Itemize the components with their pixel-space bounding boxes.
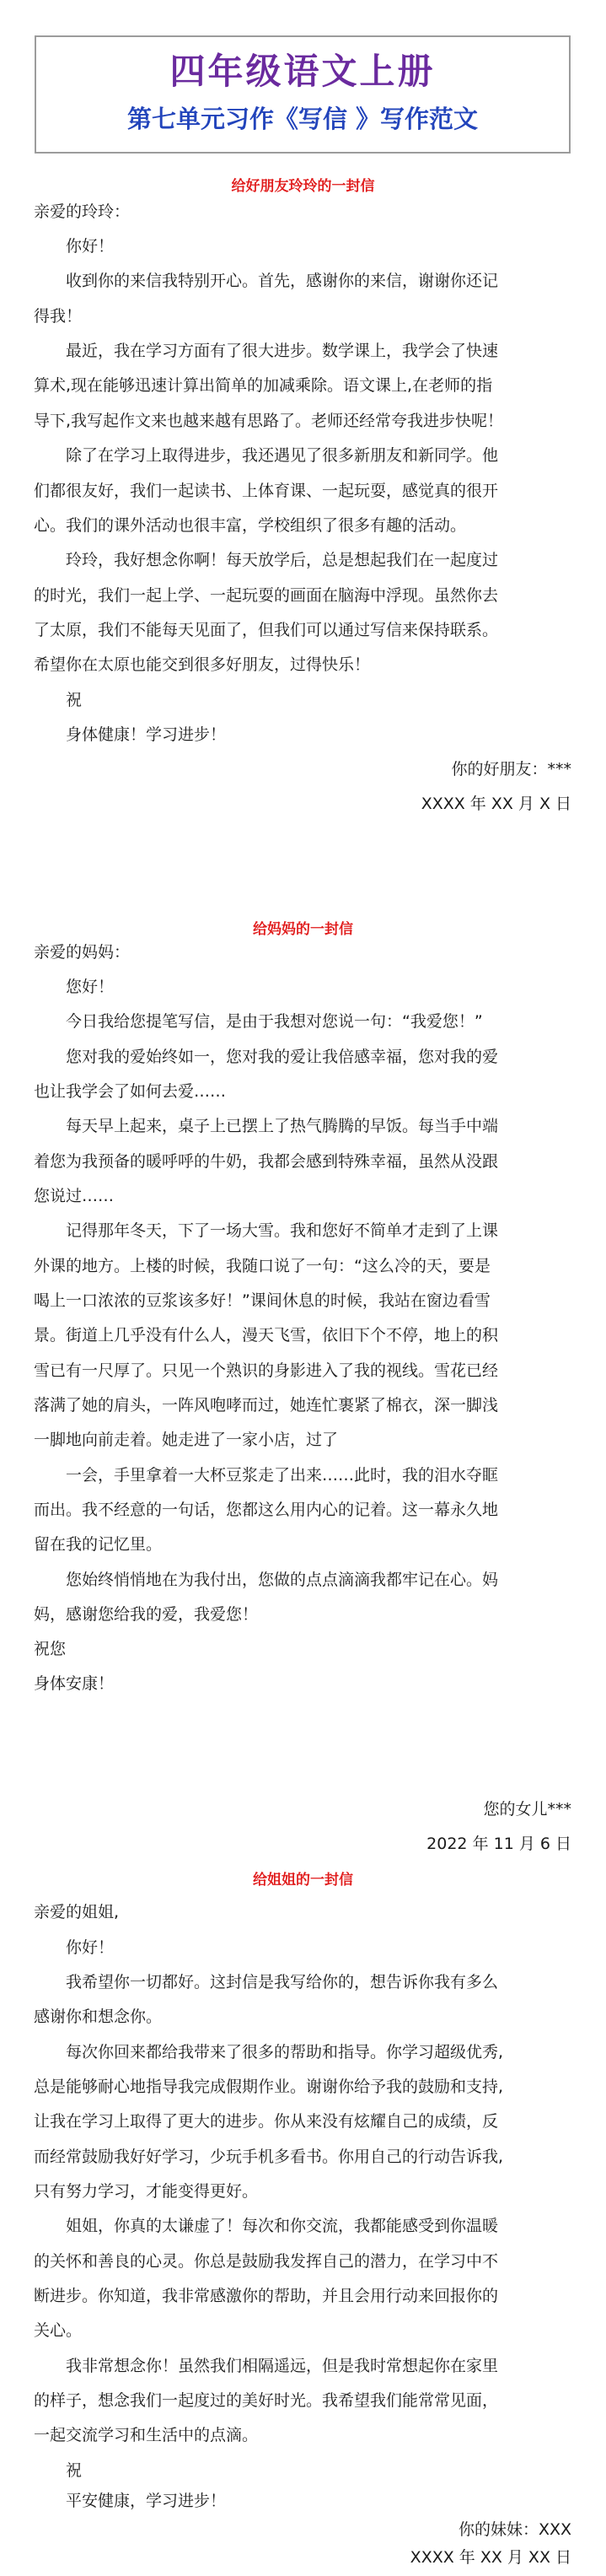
body-line: 而出。我不经意的一句话，您都这么用内心的记着。这一幕永久地: [34, 1501, 499, 1519]
letter-title: 给姐姐的一封信: [253, 1872, 353, 1889]
body-line: 也让我学会了如何去爱……: [34, 1082, 227, 1101]
salutation: 亲爱的妈妈：: [34, 943, 131, 962]
greeting: 你好！: [66, 237, 115, 256]
body-line: 每次你回来都给我带来了很多的帮助和指导。你学习超级优秀,: [66, 2043, 504, 2061]
body-line: 今日我给您提笔写信，是由于我想对您说一句：“我爱您！”: [66, 1012, 483, 1031]
body-line: 总是能够耐心地指导我完成假期作业。谢谢你给予我的鼓励和支持,: [34, 2078, 504, 2096]
body-line: 而经常鼓励我好好学习，少玩手机多看书。你用自己的行动告诉我,: [34, 2148, 504, 2166]
letter-date: XXXX 年 XX 月 XX 日: [410, 2548, 571, 2567]
body-line: 了太原，我们不能每天见面了，但我们可以通过写信来保持联系。: [34, 621, 499, 639]
body-line: 只有努力学习，才能变得更好。: [34, 2182, 259, 2201]
body-line: 着您为我预备的暖呼呼的牛奶，我都会感到特殊幸福，虽然从没跟: [34, 1152, 499, 1171]
body-line: 导下,我写起作文来也越来越有思路了。老师还经常夸我进步快呢！: [34, 412, 504, 430]
body-line: 您对我的爱始终如一，您对我的爱让我倍感幸福，您对我的爱: [66, 1048, 499, 1066]
body-line: 一会，手里拿着一大杯豆浆走了出来……此时，我的泪水夺眶: [66, 1466, 499, 1485]
greeting: 你好！: [66, 1938, 115, 1957]
body-line: 留在我的记忆里。: [34, 1535, 163, 1554]
salutation: 亲爱的姐姐,: [34, 1903, 120, 1921]
body-line: 断进步。你知道，我非常感激你的帮助，并且会用行动来回报你的: [34, 2287, 499, 2305]
letter-title: 给妈妈的一封信: [253, 921, 353, 938]
page-title: 四年级语文上册: [169, 51, 436, 92]
header-box: [35, 35, 571, 154]
body-line: 一脚地向前走着。她走进了一家小店，过了: [34, 1431, 339, 1449]
closing-wish: 身体安康！: [34, 1674, 115, 1693]
body-line: 的时光，我们一起上学、一起玩耍的画面在脑海中浮现。虽然你去: [34, 586, 499, 605]
letter-date: 2022 年 11 月 6 日: [426, 1835, 571, 1853]
signature: 您的女儿***: [483, 1800, 571, 1819]
greeting: 您好！: [66, 978, 115, 996]
body-line: 妈，感谢您给我的爱，我爱您！: [34, 1605, 259, 1624]
body-line: 一起交流学习和生活中的点滴。: [34, 2426, 259, 2444]
body-line: 关心。: [34, 2321, 83, 2340]
body-line: 除了在学习上取得进步，我还遇见了很多新朋友和新同学。他: [66, 446, 499, 465]
body-line: 得我！: [34, 307, 83, 326]
body-line: 我希望你一切都好。这封信是我写给你的，想告诉你我有多么: [66, 1973, 499, 1991]
letter-date: XXXX 年 XX 月 X 日: [421, 795, 571, 813]
body-line: 让我在学习上取得了更大的进步。你从来没有炫耀自己的成绩，反: [34, 2112, 499, 2131]
body-line: 景。街道上几乎没有什么人，漫天飞雪，依旧下个不停，地上的积: [34, 1326, 499, 1345]
signature: 你的妹妹：XXX: [458, 2520, 571, 2539]
body-line: 记得那年冬天，下了一场大雪。我和您好不简单才走到了上课: [66, 1221, 499, 1240]
body-line: 您说过……: [34, 1187, 115, 1205]
salutation: 亲爱的玲玲：: [34, 202, 131, 221]
closing-wish: 祝您: [34, 1640, 67, 1658]
closing-wish: 祝: [66, 691, 83, 709]
body-line: 姐姐，你真的太谦虚了！每次和你交流，我都能感受到你温暖: [66, 2217, 499, 2235]
body-line: 每天早上起来，桌子上已摆上了热气腾腾的早饭。每当手中端: [66, 1117, 499, 1135]
body-line: 希望你在太原也能交到很多好朋友，过得快乐！: [34, 655, 371, 674]
letter-title: 给好朋友玲玲的一封信: [231, 178, 375, 195]
closing-wish: 平安健康，学习进步！: [66, 2492, 227, 2510]
body-line: 喝上一口浓浓的豆浆该多好！”课间休息的时候，我站在窗边看雪: [34, 1291, 491, 1310]
body-line: 的样子，想念我们一起度过的美好时光。我希望我们能常常见面，: [34, 2391, 499, 2410]
body-line: 最近，我在学习方面有了很大进步。数学课上，我学会了快速: [66, 342, 499, 360]
page-subtitle: 第七单元习作《写信 》写作范文: [126, 105, 479, 133]
body-line: 外课的地方。上楼的时候，我随口说了一句：“这么冷的天，要是: [34, 1257, 491, 1275]
body-line: 雪已有一尺厚了。只见一个熟识的身影进入了我的视线。雪花已经: [34, 1361, 499, 1380]
body-line: 我非常想念你！虽然我们相隔遥远，但是我时常想起你在家里: [66, 2357, 499, 2375]
body-line: 算术,现在能够迅速计算出简单的加减乘除。语文课上,在老师的指: [34, 376, 493, 395]
body-line: 心。我们的课外活动也很丰富，学校组织了很多有趣的活动。: [34, 516, 467, 535]
body-line: 们都很友好，我们一起读书、上体育课、一起玩耍，感觉真的很开: [34, 482, 499, 500]
closing-wish: 身体健康！学习进步！: [66, 725, 227, 744]
body-line: 您始终悄悄地在为我付出，您做的点点滴滴我都牢记在心。妈: [66, 1571, 499, 1589]
body-line: 的关怀和善良的心灵。你总是鼓励我发挥自己的潜力，在学习中不: [34, 2252, 499, 2271]
body-line: 收到你的来信我特别开心。首先，感谢你的来信，谢谢你还记: [66, 272, 499, 290]
closing-wish: 祝: [66, 2461, 83, 2480]
signature: 你的好朋友：***: [451, 760, 571, 779]
body-line: 玲玲，我好想念你啊！每天放学后，总是想起我们在一起度过: [66, 551, 499, 569]
body-line: 落满了她的肩头，一阵风咆哮而过，她连忙裹紧了棉衣，深一脚浅: [34, 1396, 499, 1415]
body-line: 感谢你和想念你。: [34, 2007, 163, 2026]
